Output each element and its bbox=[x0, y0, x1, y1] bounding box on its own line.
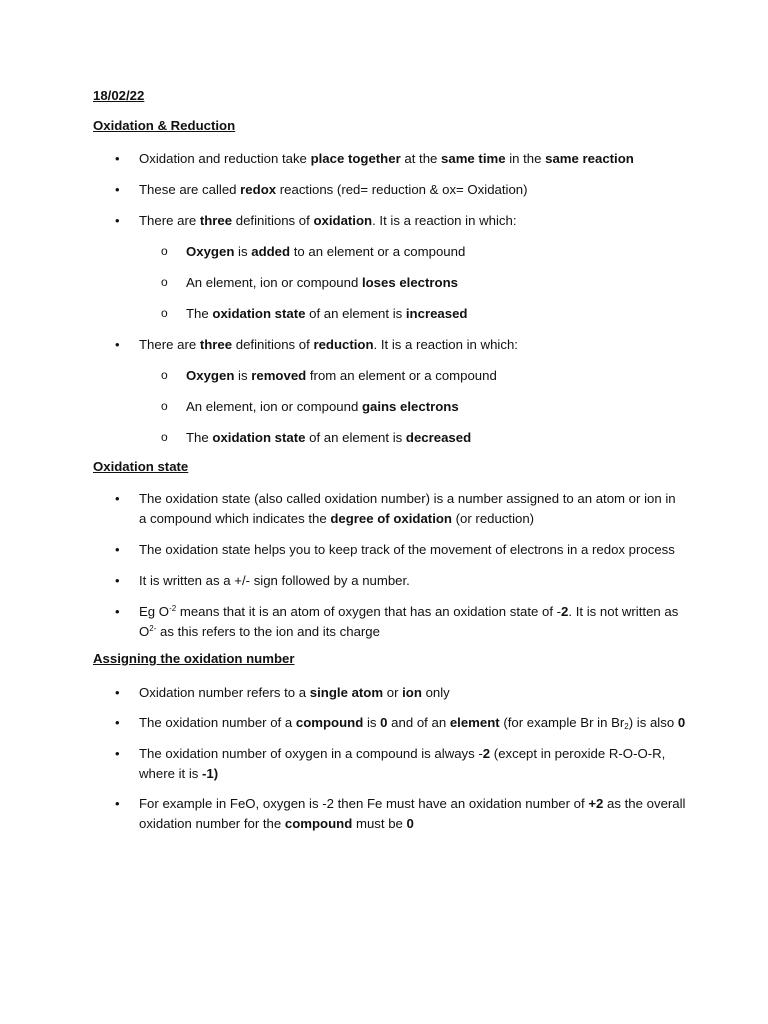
bullet-icon: • bbox=[115, 542, 120, 557]
list-item-text bbox=[139, 540, 675, 559]
text-run: reactions (red= reduction & ox= Oxidation) bbox=[276, 182, 528, 197]
text-run: The oxidation state helps you to keep track of the movement of electrons in a redox process bbox=[139, 542, 675, 557]
text-run: a compound which indicates the bbox=[139, 510, 331, 526]
subscript-text: 2 bbox=[624, 722, 629, 731]
text-run: of an element is bbox=[305, 430, 406, 445]
text-run: These are called bbox=[139, 182, 241, 197]
section-heading: Oxidation state bbox=[93, 459, 189, 474]
text-run: must be bbox=[352, 815, 407, 831]
text-run: The oxidation number of a bbox=[139, 715, 296, 730]
text-run: An element, ion or compound bbox=[186, 275, 362, 290]
text-run: An element, ion or compound bbox=[186, 399, 362, 414]
text-run: of an element is bbox=[305, 306, 406, 321]
sub-list-item-text bbox=[186, 428, 471, 447]
bullet-icon: • bbox=[115, 213, 120, 228]
text-run: (except in peroxide R-O-O-R, bbox=[490, 746, 666, 761]
sub-list-item-text bbox=[186, 397, 459, 416]
text-run: (for example Br in Br bbox=[499, 715, 625, 730]
bullet-icon: • bbox=[115, 685, 120, 700]
bold-text: same time bbox=[441, 151, 506, 166]
text-run: There are bbox=[139, 337, 200, 352]
text-run: definitions of bbox=[232, 213, 314, 228]
list-item-text bbox=[139, 180, 528, 199]
text-run: It is written as a +/- sign followed by a number. bbox=[139, 573, 410, 588]
bold-text: -1) bbox=[202, 765, 219, 781]
sub-list-item-text bbox=[186, 273, 458, 292]
bold-text: oxidation state bbox=[212, 306, 306, 321]
sub-bullet-icon: o bbox=[161, 306, 168, 320]
text-run: For example in FeO, oxygen is -2 then Fe must have an oxidation number of bbox=[139, 796, 589, 811]
text-run: . It is a reaction in which: bbox=[373, 337, 518, 352]
text-run: Eg O bbox=[139, 604, 170, 619]
bullet-icon: • bbox=[115, 182, 120, 197]
list-item-text bbox=[139, 211, 517, 230]
bold-text: removed bbox=[251, 368, 307, 383]
list-item-text bbox=[139, 571, 410, 590]
section-heading: Oxidation & Reduction bbox=[93, 118, 236, 133]
text-run: or bbox=[383, 685, 403, 700]
superscript-text: -2 bbox=[169, 604, 177, 613]
section-heading: Assigning the oxidation number bbox=[93, 651, 295, 666]
text-run: in the bbox=[505, 151, 546, 166]
superscript-text: 2- bbox=[149, 623, 157, 633]
text-run: at the bbox=[400, 151, 442, 166]
text-run: The oxidation number of oxygen in a compound is always - bbox=[139, 746, 483, 761]
text-run: to an element or a compound bbox=[290, 244, 466, 259]
bold-text: three bbox=[199, 213, 233, 228]
text-run: O bbox=[139, 623, 150, 639]
bold-text: single atom bbox=[309, 685, 384, 700]
sub-bullet-icon: o bbox=[161, 244, 168, 258]
bold-text: decreased bbox=[405, 430, 472, 445]
bold-text: compound bbox=[295, 715, 364, 730]
bold-text: ion bbox=[402, 685, 422, 700]
bold-text: 2 bbox=[482, 746, 491, 761]
document-date: 18/02/22 bbox=[93, 88, 145, 103]
bullet-icon: • bbox=[115, 573, 120, 588]
bold-text: Oxygen bbox=[186, 244, 235, 259]
sub-bullet-icon: o bbox=[161, 275, 168, 289]
text-run: Oxidation number refers to a bbox=[139, 685, 310, 700]
list-item-text bbox=[139, 713, 685, 732]
bullet-icon: • bbox=[115, 604, 120, 619]
text-run: is bbox=[234, 368, 252, 383]
bullet-icon: • bbox=[115, 337, 120, 352]
list-item-text bbox=[139, 149, 634, 168]
text-run: The bbox=[186, 306, 213, 321]
bullet-icon: • bbox=[115, 746, 120, 761]
text-run: The bbox=[186, 430, 213, 445]
bold-text: +2 bbox=[588, 796, 604, 811]
bullet-icon: • bbox=[115, 715, 120, 730]
text-run: is bbox=[234, 244, 252, 259]
list-item-text bbox=[139, 764, 218, 783]
list-item-text bbox=[139, 335, 518, 354]
bold-text: oxidation bbox=[313, 213, 373, 228]
text-run: Oxidation and reduction take bbox=[139, 151, 311, 166]
text-run: as the overall bbox=[603, 796, 686, 811]
bold-text: 0 bbox=[406, 815, 414, 831]
bold-text: degree of oxidation bbox=[330, 510, 452, 526]
text-run: means that it is an atom of oxygen that has an oxidation state of - bbox=[176, 604, 562, 619]
bullet-icon: • bbox=[115, 796, 120, 811]
bold-text: added bbox=[251, 244, 291, 259]
list-item-text bbox=[139, 683, 450, 702]
text-run: oxidation number for the bbox=[139, 815, 285, 831]
text-run: There are bbox=[139, 213, 200, 228]
bold-text: oxidation state bbox=[212, 430, 306, 445]
bold-text: place together bbox=[310, 151, 401, 166]
list-item-text bbox=[139, 744, 665, 763]
bold-text: Oxygen bbox=[186, 368, 235, 383]
bold-text: 2 bbox=[561, 604, 569, 619]
bullet-icon: • bbox=[115, 491, 120, 506]
bold-text: increased bbox=[405, 306, 468, 321]
bold-text: loses electrons bbox=[361, 275, 458, 290]
sub-list-item-text bbox=[186, 242, 465, 261]
bold-text: three bbox=[199, 337, 233, 352]
sub-list-item-text bbox=[186, 304, 467, 323]
text-run: (or reduction) bbox=[451, 510, 535, 526]
bold-text: redox bbox=[240, 182, 277, 197]
list-item-text bbox=[139, 602, 678, 621]
sub-bullet-icon: o bbox=[161, 399, 168, 413]
text-run: The oxidation state (also called oxidation number) is a number assigned to an atom or ion in bbox=[139, 491, 676, 506]
bold-text: 0 bbox=[677, 715, 686, 730]
list-item-text bbox=[139, 622, 380, 641]
text-run: ) is also bbox=[628, 715, 678, 730]
bullet-icon: • bbox=[115, 151, 120, 166]
sub-list-item-text bbox=[186, 366, 497, 385]
text-run: is bbox=[363, 715, 381, 730]
bold-text: compound bbox=[284, 815, 353, 831]
text-run: only bbox=[421, 685, 450, 700]
text-run: as this refers to the ion and its charge bbox=[156, 623, 380, 639]
list-item-text bbox=[139, 509, 534, 528]
bold-text: same reaction bbox=[545, 151, 634, 166]
bold-text: gains electrons bbox=[361, 399, 459, 414]
text-run: and of an bbox=[387, 715, 450, 730]
text-run: from an element or a compound bbox=[306, 368, 497, 383]
sub-bullet-icon: o bbox=[161, 430, 168, 444]
sub-bullet-icon: o bbox=[161, 368, 168, 382]
bold-text: 0 bbox=[380, 715, 388, 730]
bold-text: reduction bbox=[313, 337, 374, 352]
list-item-text bbox=[139, 814, 414, 833]
list-item-text bbox=[139, 794, 686, 813]
text-run: definitions of bbox=[232, 337, 314, 352]
text-run: . It is a reaction in which: bbox=[372, 213, 517, 228]
bold-text: element bbox=[449, 715, 500, 730]
list-item-text bbox=[139, 489, 676, 508]
text-run: . It is not written as bbox=[568, 604, 679, 619]
text-run: where it is bbox=[139, 765, 203, 781]
